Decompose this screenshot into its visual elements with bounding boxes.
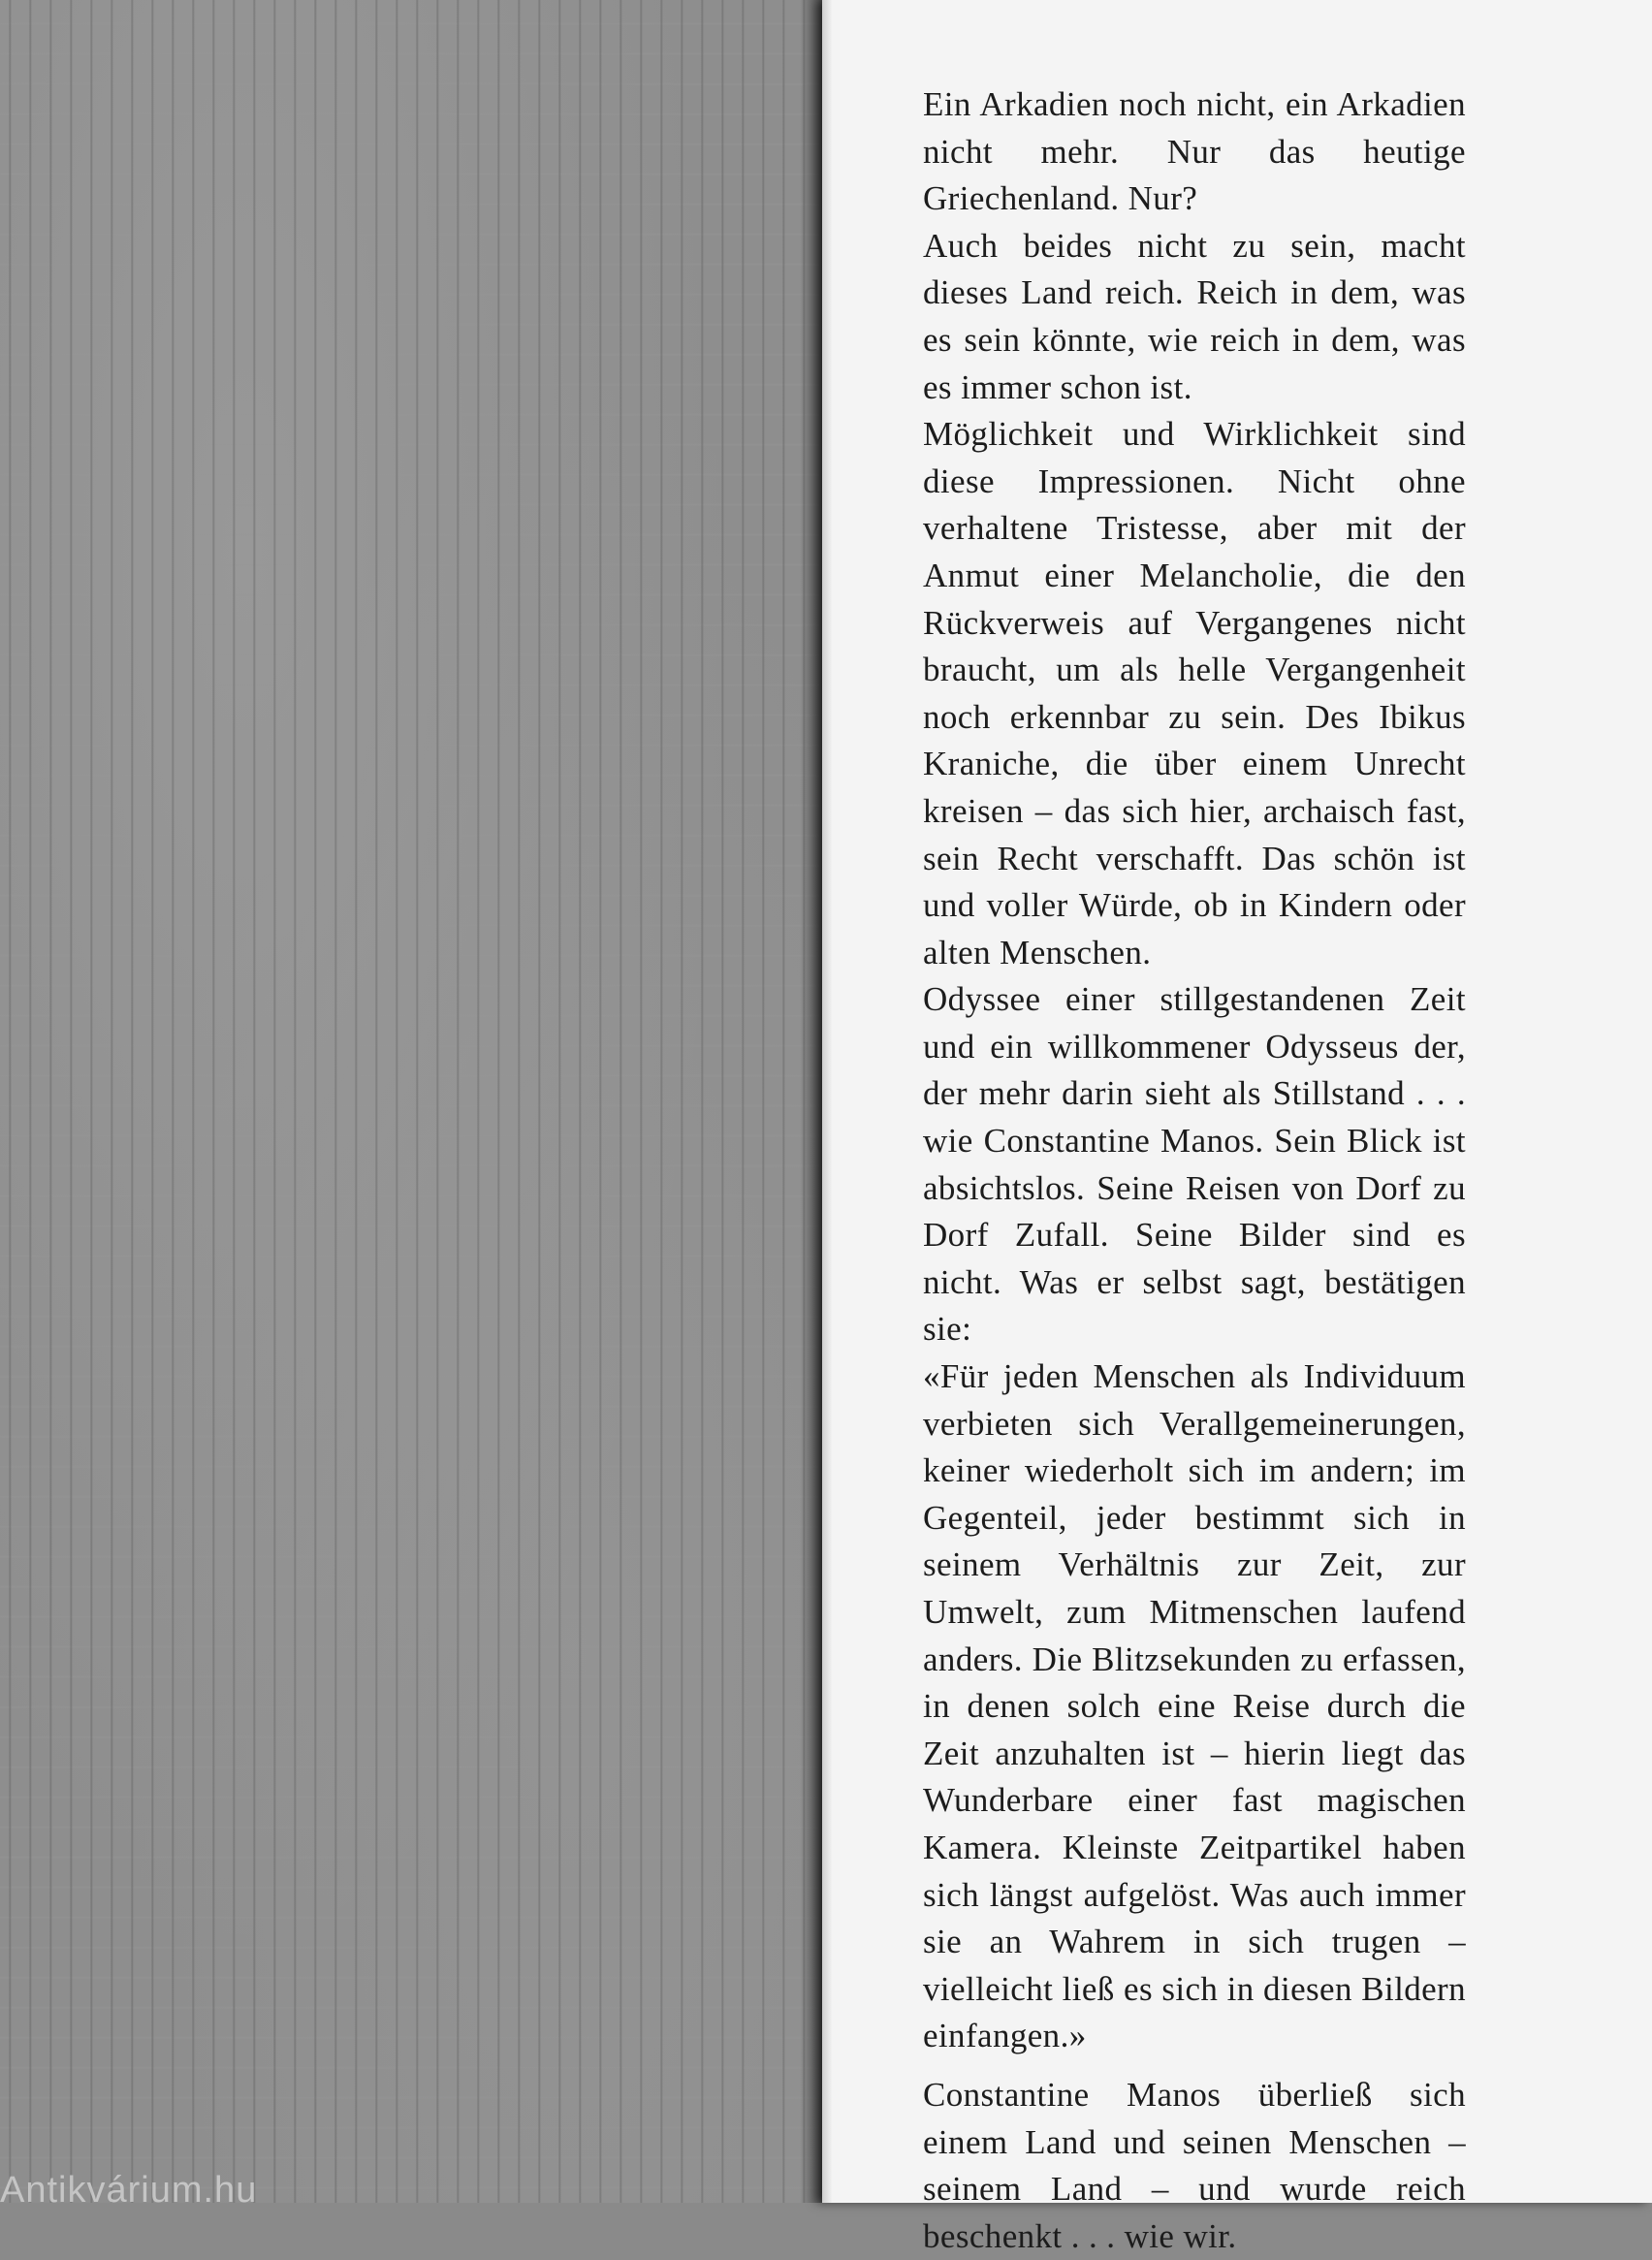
paragraph-5-quote: «Für jeden Menschen als Individuum verbieten sich Verallgemeinerungen, keiner wiederholt sich im andern; im Gegenteil, jeder bestimmt sich in seinem Verhältnis zur Zeit, zur Umwelt, zum Mitmenschen laufend anders. Die Blitzsekunden zu erfassen, in denen solch eine Reise durch die Zeit anzuhalten ist – hierin liegt das Wunderbare einer fast magischen Kamera. Kleinste Zeitpartikel haben sich längst aufgelöst. Was auch immer sie an Wahrem in sich trugen – vielleicht ließ es sich in diesen Bildern einfangen.» (923, 1357, 1466, 2055)
paragraph-1: Ein Arkadien noch nicht, ein Arkadien nicht mehr. Nur das heutige Griechenland. Nur? (923, 85, 1466, 218)
watermark-text: Antikvárium.hu (0, 2170, 258, 2211)
jacket-flap-page (822, 0, 1652, 2255)
flap-text-column (923, 81, 1466, 2260)
paragraph-2: Auch beides nicht zu sein, macht dieses Land reich. Reich in dem, was es sein könnte, wie reich in dem, was es immer schon ist. (923, 226, 1466, 406)
textured-cover-board (0, 0, 819, 2203)
paragraph-6: Constantine Manos überließ sich einem Land und seinen Menschen – seinem Land – und wurde reich beschenkt . . . wie wir. (923, 2075, 1466, 2255)
paragraph-4: Odyssee einer stillgestandenen Zeit und ein willkommener Odysseus der, der mehr darin sieht als Stillstand . . . wie Constantine Manos. Sein Blick ist absichtslos. Seine Reisen von Dorf zu Dorf Zufall. Seine Bilder sind es nicht. Was er selbst sagt, bestätigen sie: (923, 980, 1466, 1349)
paragraph-3: Möglichkeit und Wirklichkeit sind diese Impressionen. Nicht ohne verhaltene Tristesse, aber mit der Anmut einer Melancholie, die den Rückverweis auf Vergangenes nicht braucht, um als helle Vergangenheit noch erkennbar zu sein. Des Ibikus Kraniche, die über einem Unrecht kreisen – das sich hier, archaisch fast, sein Recht verschafft. Das schön ist und voller Würde, ob in Kindern oder alten Menschen. (923, 415, 1466, 971)
